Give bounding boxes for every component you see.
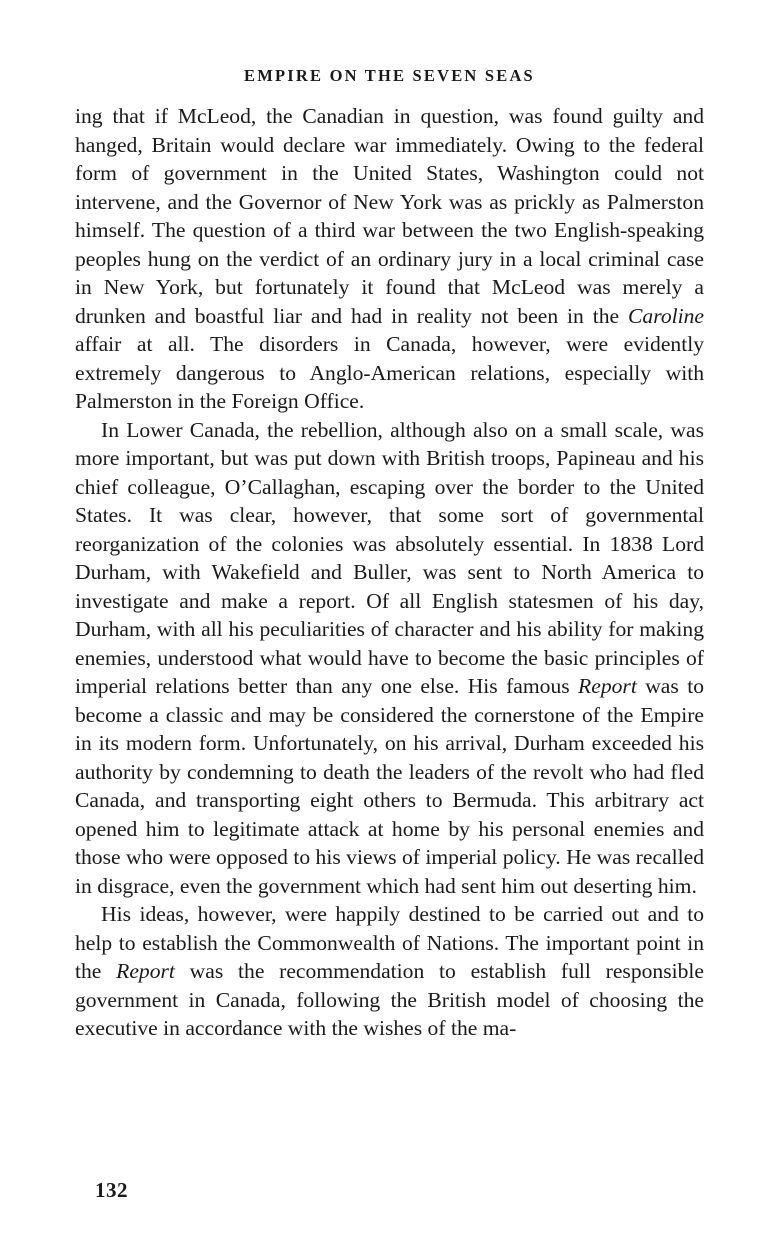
body-text	[75, 102, 704, 1043]
paragraph-3	[75, 900, 704, 1043]
text-segment: In Lower Canada, the rebellion, although also on a small scale, was more important, but was put down with British troops, Papineau and his chief colleague, O’Callaghan, escaping over the border to the United States. It was clear, however, that some sort of governmental reorganization of the colonies was absolutely essential. In 1838 Lord Durham, with Wakefield and Buller, was sent to North America to investigate and make a report. Of all English statesmen of his day, Durham, with all his peculiarities of character and his ability for making enemies, understood what would have to become the basic principles of imperial relations better than any one else. His famous	[75, 417, 704, 698]
text-segment: His ideas, however, were happily destined to be carried out and to help to establish the Commonwealth of Nations. The important point in the	[75, 902, 704, 983]
italic-title-report: Report	[116, 959, 175, 983]
text-segment: ing that if McLeod, the Canadian in question, was found guilty and hanged, Britain would declare war immediately. Owing to the federal form of government in the United States, Washington could not intervene, and the Governor of New York was as prickly as Palmerston himself. The question of a third war between the two English-speaking peoples hung on the verdict of an ordinary jury in a local criminal case in New York, but fortunately it found that McLeod was merely a drunken and boastful liar and had in reality not been in the	[75, 104, 704, 328]
page-number: 132	[95, 1178, 128, 1202]
running-head: EMPIRE ON THE SEVEN SEAS	[244, 66, 535, 85]
text-segment: was the recommendation to establish full responsible government in Canada, following the British model of choosing the executive in accordance with the wishes of the ma-	[75, 959, 704, 1040]
book-page	[75, 0, 704, 1043]
text-segment: affair at all. The disorders in Canada, however, were evidently extremely dangerous to Anglo-American relations, especially with Palmerston in the Foreign Office.	[75, 332, 704, 413]
text-segment: was to become a classic and may be considered the cornerstone of the Empire in its modern form. Unfortunately, on his arrival, Durham exceeded his authority by condemning to death the leaders of the revolt who had fled Canada, and transporting eight others to Bermuda. This arbitrary act opened him to legitimate attack at home by his personal enemies and those who were opposed to his views of imperial policy. He was recalled in disgrace, even the government which had sent him out deserting him.	[75, 674, 704, 898]
paragraph-2	[75, 416, 704, 901]
paragraph-1	[75, 102, 704, 416]
italic-title-report: Report	[578, 674, 637, 698]
italic-title-caroline: Caroline	[628, 303, 704, 328]
